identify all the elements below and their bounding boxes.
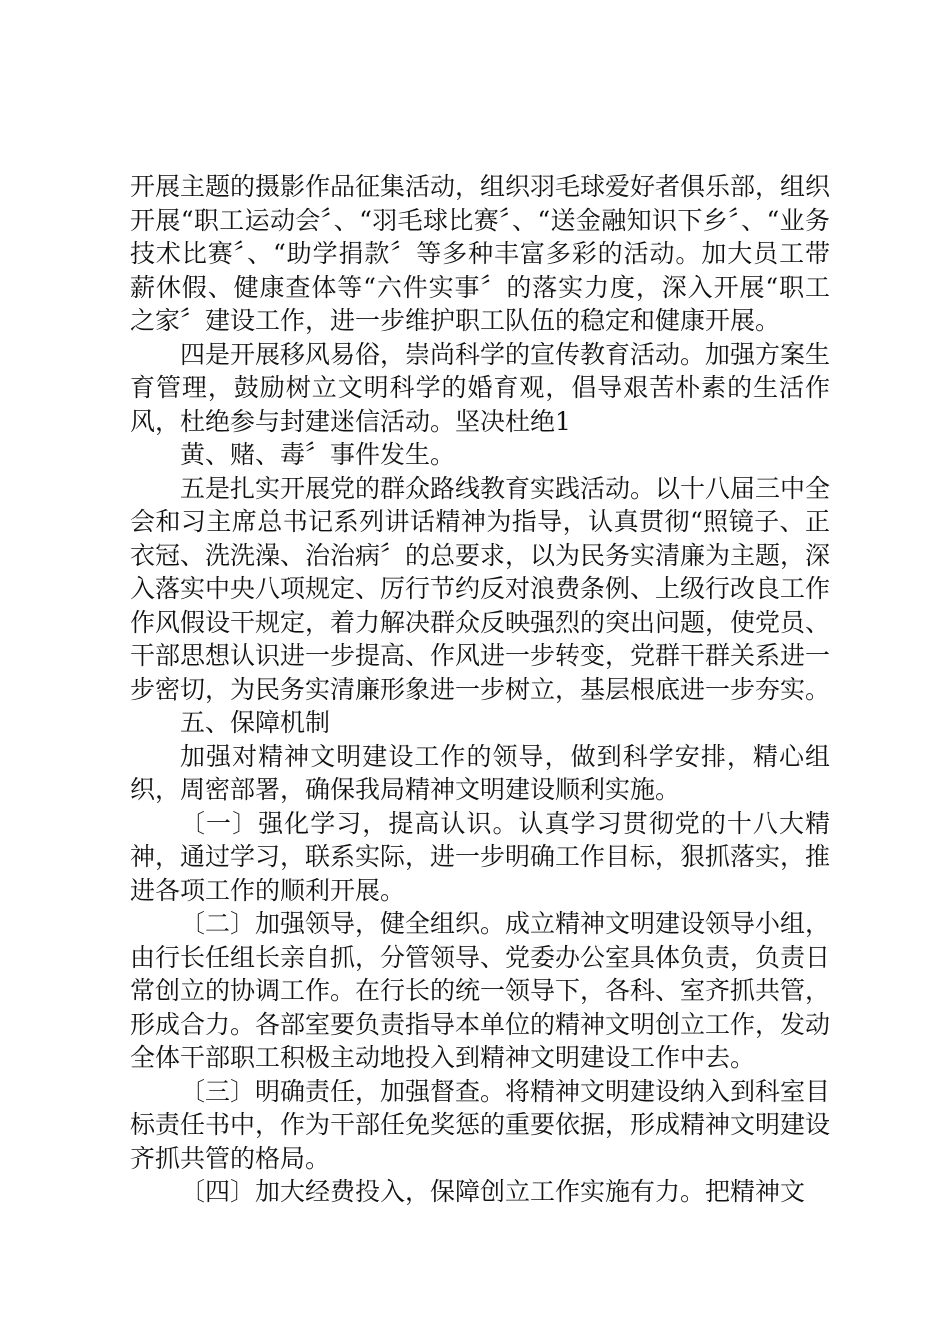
- paragraph-item-three: 〔三〕明确责任，加强督查。将精神文明建设纳入到科室目标责任书中，作为干部任免奖惩的重要依据，形成精神文明建设齐抓共管的格局。: [130, 1076, 831, 1173]
- paragraph-point-four: 四是开展移风易俗，崇尚科学的宣传教育活动。加强方案生育管理，鼓励树立文明科学的婚育观，倡导艰苦朴素的生活作风，杜绝参与封建迷信活动。坚决杜绝1: [130, 339, 831, 436]
- paragraph-item-one: 〔一〕强化学习，提高认识。认真学习贯彻党的十八大精神，通过学习，联系实际，进一步明确工作目标，狠抓落实，推进各项工作的顺利开展。: [130, 808, 831, 905]
- paragraph-point-five: 五是扎实开展党的群众路线教育实践活动。以十八届三中全会和习主席总书记系列讲话精神为指导，认真贯彻“照镜子、正衣冠、洗洗澡、治治病〞的总要求，以为民务实清廉为主题，深入落实中央八项规定、厉行节约反对浪费条例、上级行改良工作作风假设干规定，着力解决群众反映强烈的突出问题，使党员、干部思想认识进一步提高、作风进一步转变，党群干群关系进一步密切，为民务实清廉形象进一步树立，基层根底进一步夯实。: [130, 473, 831, 704]
- section-heading-guarantee: 五、保障机制: [180, 708, 331, 737]
- paragraph-point-four-continued: 黄、赌、毒〞事件发生。: [180, 440, 456, 469]
- paragraph-guarantee-intro: 加强对精神文明建设工作的领导，做到科学安排，精心组织，周密部署，确保我局精神文明建设顺利实施。: [130, 741, 830, 804]
- paragraph-item-two: 〔二〕加强领导，健全组织。成立精神文明建设领导小组，由行长任组长亲自抓，分管领导、党委办公室具体负责，负责日常创立的协调工作。在行长的统一领导下，各科、室齐抓共管，形成合力。各部室要负责指导本单位的精神文明创立工作，发动全体干部职工积极主动地投入到精神文明建设工作中去。: [130, 909, 831, 1072]
- paragraph-item-four: 〔四〕加大经费投入，保障创立工作实施有力。把精神文: [180, 1177, 806, 1206]
- document-body: [130, 170, 830, 1209]
- paragraph-continued-activities: 开展主题的摄影作品征集活动，组织羽毛球爱好者俱乐部，组织开展“职工运动会〞、“羽毛球比赛〞、“送金融知识下乡〞、“业务技术比赛〞、“助学捐款〞等多种丰富多彩的活动。加大员工带薪休假、健康查体等“六件实事〞的落实力度，深入开展“职工之家〞建设工作，进一步维护职工队伍的稳定和健康开展。: [130, 172, 831, 335]
